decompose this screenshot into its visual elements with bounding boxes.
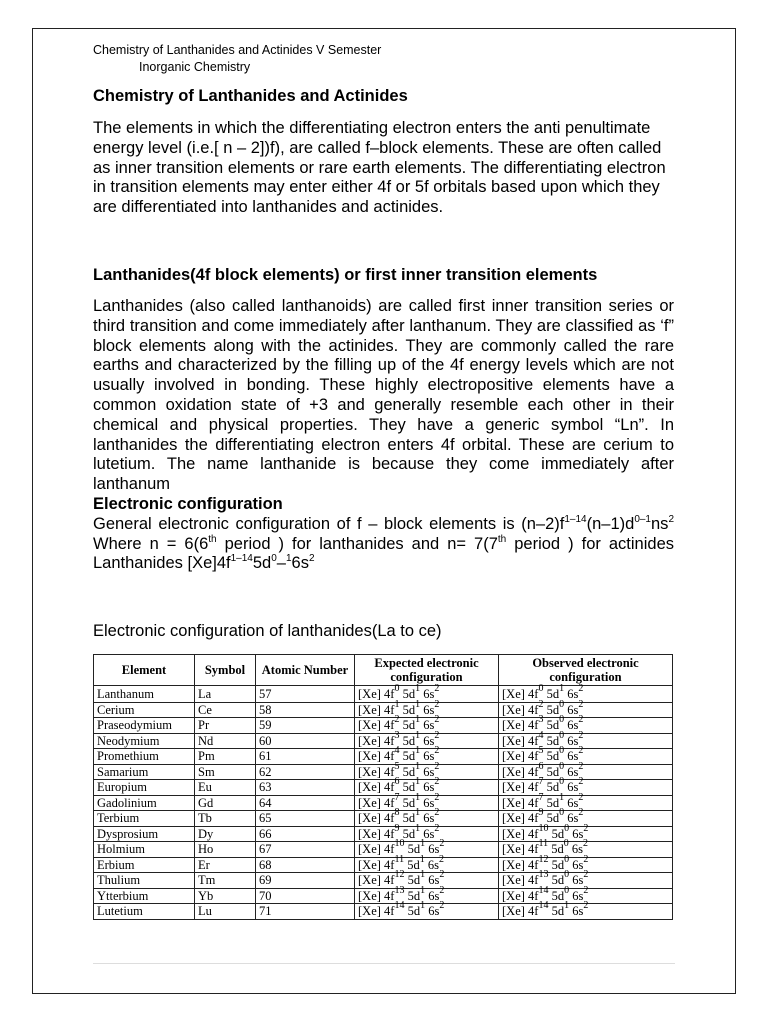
d-exponent: 1 [419, 853, 425, 865]
cell-observed-configuration: [Xe] $4f^3$ $5d^0$ $6s^2$ [499, 718, 673, 734]
cell-symbol: Lu [195, 904, 256, 920]
cell-observed-configuration: [Xe] $4f^{14}$ $5d^0$ $6s^2$ [499, 888, 673, 904]
cell-atomic-number: 68 [256, 857, 355, 873]
f-exponent: 7 [394, 791, 400, 803]
cell-observed-configuration: [Xe] $4f^2$ $5d^0$ $6s^2$ [499, 702, 673, 718]
cell-observed-configuration: [Xe] $4f^{10}$ $5d^0$ $6s^2$ [499, 826, 673, 842]
cell-element: Ytterbium [94, 888, 195, 904]
cell-atomic-number: 67 [256, 842, 355, 858]
cell-expected-configuration: [Xe] $4f^{13}$ $5d^1$ $6s^2$ [355, 888, 499, 904]
f-exponent: 5 [394, 760, 400, 772]
d-exponent: 1 [415, 776, 421, 788]
cell-atomic-number: 62 [256, 764, 355, 780]
s-exponent: 2 [434, 807, 440, 819]
f-exponent: 3 [394, 729, 400, 741]
s-exponent: 2 [439, 869, 445, 881]
cell-expected-configuration: [Xe] $4f^1$ $5d^1$ $6s^2$ [355, 702, 499, 718]
table-row [94, 686, 673, 703]
d-exponent: 1 [564, 900, 570, 912]
table-header-row [94, 655, 673, 686]
cell-symbol: Yb [195, 888, 256, 904]
cell-expected-configuration: [Xe] $4f^3$ $5d^1$ $6s^2$ [355, 733, 499, 749]
header-symbol: Symbol [195, 655, 256, 686]
s-exponent: 2 [434, 776, 440, 788]
cell-symbol: Pm [195, 749, 256, 765]
f-exponent: 12 [394, 869, 405, 881]
cell-element: Promethium [94, 749, 195, 765]
cell-symbol: Dy [195, 826, 256, 842]
period-text: Where n = 6(6th period ) for lanthanides and n= 7(7th period ) for actinides [93, 533, 675, 553]
lanthanides-paragraph: Lanthanides (also called lanthanoids) are called first inner transition series or third transition and come immediately after lanthanum. They are classified as ‘f” block elements along with the actinides. They are commonly called the rare earths and characterized by the filling up of the 4f energy levels which are not usually involved in bonding. These highly electropositive elements have a common oxidation state of +3 and generally resemble each other in their chemical and physical properties. They have a generic symbol “Ln”. In lanthanides the differentiating electron enters 4f orbital. These are cerium to lutetium. The name lanthanide is because they come immediately after lanthanum [93, 297, 674, 494]
cell-symbol: Ho [195, 842, 256, 858]
cell-symbol: Tb [195, 811, 256, 827]
f-exponent: 5 [538, 745, 544, 757]
cell-atomic-number: 69 [256, 873, 355, 889]
intro-paragraph: The elements in which the differentiating electron enters the anti penultimate energy level (i.e.[ n – 2])f), are called f–block elements. These are often called as inner transition elements or rare earth elements. The differentiating electron in transition elements may enter either 4f or 5f orbitals based upon which they are differentiated into lanthanides and actinides. [93, 119, 666, 217]
f-exponent: 11 [538, 838, 549, 850]
cell-atomic-number: 65 [256, 811, 355, 827]
cell-symbol: Pr [195, 718, 256, 734]
table-row [94, 733, 673, 749]
s-exponent: 2 [583, 900, 589, 912]
d-exponent: 1 [415, 822, 421, 834]
f-exponent: 4 [538, 729, 544, 741]
cell-atomic-number: 66 [256, 826, 355, 842]
lanthanides-section [93, 297, 674, 574]
general-configuration-text: General electronic configuration of f – block elements is $(n-2)f^{1-14}(n-1)d^{0-1}ns^2$ [93, 513, 674, 533]
d-exponent: 1 [420, 884, 426, 896]
s-exponent: 2 [583, 869, 589, 881]
d-exponent: 1 [420, 838, 426, 850]
s-exponent: 2 [583, 884, 589, 896]
f-exponent: 13 [538, 869, 549, 881]
cell-observed-configuration: [Xe] $4f^5$ $5d^0$ $6s^2$ [499, 749, 673, 765]
cell-atomic-number: 64 [256, 795, 355, 811]
s-exponent: 2 [434, 714, 440, 726]
cell-element: Holmium [94, 842, 195, 858]
d-exponent: 1 [415, 791, 421, 803]
cell-symbol: Eu [195, 780, 256, 796]
header-course-line: Chemistry of Lanthanides and Actinides V Semester [93, 43, 382, 57]
f-exponent: 7 [538, 776, 544, 788]
d-exponent: 1 [420, 869, 426, 881]
f-exponent: 9 [538, 807, 544, 819]
d-exponent: 0 [563, 838, 569, 850]
cell-element: Gadolinium [94, 795, 195, 811]
f-exponent: 7 [538, 791, 544, 803]
d-exponent: 0 [564, 853, 570, 865]
d-exponent: 1 [415, 698, 421, 710]
cell-observed-configuration: [Xe] $4f^{11}$ $5d^0$ $6s^2$ [499, 842, 673, 858]
cell-expected-configuration: [Xe] $4f^2$ $5d^1$ $6s^2$ [355, 718, 499, 734]
d-exponent: 1 [415, 760, 421, 772]
f-exponent: 12 [538, 853, 549, 865]
s-exponent: 2 [578, 683, 584, 695]
cell-element: Cerium [94, 702, 195, 718]
cell-expected-configuration: [Xe] $4f^0$ $5d^1$ $6s^2$ [355, 686, 499, 703]
d-exponent: 0 [559, 745, 565, 757]
cell-element: Erbium [94, 857, 195, 873]
f-exponent: 6 [538, 760, 544, 772]
f-exponent: 4 [394, 745, 400, 757]
f-exponent: 11 [394, 853, 405, 865]
s-exponent: 2 [583, 853, 589, 865]
f-exponent: 0 [538, 683, 544, 695]
cell-element: Samarium [94, 764, 195, 780]
table-row [94, 764, 673, 780]
cell-atomic-number: 59 [256, 718, 355, 734]
table-row [94, 718, 673, 734]
s-exponent: 2 [582, 838, 588, 850]
s-exponent: 2 [434, 760, 440, 772]
s-exponent: 2 [434, 729, 440, 741]
cell-atomic-number: 60 [256, 733, 355, 749]
cell-observed-configuration: [Xe] $4f^{12}$ $5d^0$ $6s^2$ [499, 857, 673, 873]
cell-element: Lanthanum [94, 686, 195, 703]
cell-expected-configuration: [Xe] $4f^9$ $5d^1$ $6s^2$ [355, 826, 499, 842]
f-exponent: 9 [394, 822, 400, 834]
header-observed-configuration: Observed electronic configuration [499, 655, 673, 686]
cell-symbol: La [195, 686, 256, 703]
header-subject-line: Inorganic Chemistry [139, 60, 251, 74]
cell-expected-configuration: [Xe] $4f^{10}$ $5d^1$ $6s^2$ [355, 842, 499, 858]
d-exponent: 1 [415, 729, 421, 741]
d-exponent: 0 [559, 760, 565, 772]
cell-element: Neodymium [94, 733, 195, 749]
cell-element: Dysprosium [94, 826, 195, 842]
page-header [93, 42, 381, 76]
electronic-configuration-heading: Electronic configuration [93, 494, 283, 513]
d-exponent: 0 [564, 822, 570, 834]
f-exponent: 14 [538, 900, 549, 912]
cell-element: Terbium [94, 811, 195, 827]
s-exponent: 2 [439, 838, 445, 850]
table-row [94, 795, 673, 811]
f-exponent: 1 [394, 698, 400, 710]
d-exponent: 0 [564, 869, 570, 881]
d-exponent: 0 [559, 714, 565, 726]
document-title: Chemistry of Lanthanides and Actinides [93, 87, 408, 105]
table-row [94, 702, 673, 718]
table-row [94, 904, 673, 920]
f-exponent: 8 [394, 807, 400, 819]
f-exponent: 2 [394, 714, 400, 726]
f-exponent: 0 [394, 683, 400, 695]
header-expected-configuration: Expected electronic configuration [355, 655, 499, 686]
s-exponent: 2 [578, 729, 584, 741]
cell-atomic-number: 57 [256, 686, 355, 703]
cell-expected-configuration: [Xe] $4f^4$ $5d^1$ $6s^2$ [355, 749, 499, 765]
cell-expected-configuration: [Xe] $4f^8$ $5d^1$ $6s^2$ [355, 811, 499, 827]
s-exponent: 2 [434, 822, 440, 834]
cell-symbol: Er [195, 857, 256, 873]
d-exponent: 0 [559, 807, 565, 819]
s-exponent: 2 [578, 760, 584, 772]
cell-observed-configuration: [Xe] $4f^4$ $5d^0$ $6s^2$ [499, 733, 673, 749]
d-exponent: 0 [559, 776, 565, 788]
table-caption: Electronic configuration of lanthanides(La to ce) [93, 622, 442, 640]
f-exponent: 6 [394, 776, 400, 788]
cell-observed-configuration: [Xe] $4f^9$ $5d^0$ $6s^2$ [499, 811, 673, 827]
cell-observed-configuration: [Xe] $4f^7$ $5d^1$ $6s^2$ [499, 795, 673, 811]
configuration-table [93, 654, 673, 920]
s-exponent: 2 [434, 683, 440, 695]
cell-atomic-number: 71 [256, 904, 355, 920]
s-exponent: 2 [439, 900, 445, 912]
table-row [94, 780, 673, 796]
footer-divider [93, 963, 675, 964]
s-exponent: 2 [578, 745, 584, 757]
table-body [94, 683, 673, 920]
cell-element: Europium [94, 780, 195, 796]
cell-element: Thulium [94, 873, 195, 889]
d-exponent: 0 [559, 698, 565, 710]
cell-symbol: Ce [195, 702, 256, 718]
lanthanides-heading: Lanthanides(4f block elements) or first inner transition elements [93, 266, 598, 284]
cell-element: Lutetium [94, 904, 195, 920]
s-exponent: 2 [578, 698, 584, 710]
cell-atomic-number: 70 [256, 888, 355, 904]
d-exponent: 1 [415, 683, 421, 695]
cell-symbol: Sm [195, 764, 256, 780]
s-exponent: 2 [578, 776, 584, 788]
d-exponent: 1 [559, 791, 565, 803]
f-exponent: 2 [538, 698, 544, 710]
lanthanides-configuration-text: Lanthanides $[Xe]4f^{1-14}5d^0-^16s^2$ [93, 553, 315, 573]
s-exponent: 2 [578, 791, 584, 803]
cell-observed-configuration: [Xe] $4f^6$ $5d^0$ $6s^2$ [499, 764, 673, 780]
f-exponent: 10 [394, 838, 405, 850]
cell-expected-configuration: [Xe] $4f^6$ $5d^1$ $6s^2$ [355, 780, 499, 796]
cell-observed-configuration: [Xe] $4f^7$ $5d^0$ $6s^2$ [499, 780, 673, 796]
f-exponent: 13 [394, 884, 405, 896]
cell-symbol: Gd [195, 795, 256, 811]
cell-observed-configuration: [Xe] $4f^0$ $5d^1$ $6s^2$ [499, 686, 673, 703]
s-exponent: 2 [434, 791, 440, 803]
cell-expected-configuration: [Xe] $4f^{11}$ $5d^1$ $6s^2$ [355, 857, 499, 873]
d-exponent: 0 [559, 729, 565, 741]
d-exponent: 1 [415, 745, 421, 757]
f-exponent: 10 [538, 822, 549, 834]
d-exponent: 1 [415, 807, 421, 819]
f-exponent: 14 [538, 884, 549, 896]
header-element: Element [94, 655, 195, 686]
s-exponent: 2 [434, 745, 440, 757]
header-atomic-number: Atomic Number [256, 655, 355, 686]
s-exponent: 2 [583, 822, 589, 834]
cell-atomic-number: 61 [256, 749, 355, 765]
f-exponent: 3 [538, 714, 544, 726]
s-exponent: 2 [578, 807, 584, 819]
cell-observed-configuration: [Xe] $4f^{14}$ $5d^1$ $6s^2$ [499, 904, 673, 920]
cell-atomic-number: 63 [256, 780, 355, 796]
table-row [94, 749, 673, 765]
d-exponent: 1 [415, 714, 421, 726]
s-exponent: 2 [434, 698, 440, 710]
d-exponent: 0 [564, 884, 570, 896]
f-exponent: 14 [394, 900, 405, 912]
d-exponent: 1 [559, 683, 565, 695]
cell-expected-configuration: [Xe] $4f^5$ $5d^1$ $6s^2$ [355, 764, 499, 780]
cell-expected-configuration: [Xe] $4f^{14}$ $5d^1$ $6s^2$ [355, 904, 499, 920]
cell-symbol: Nd [195, 733, 256, 749]
cell-expected-configuration: [Xe] $4f^7$ $5d^1$ $6s^2$ [355, 795, 499, 811]
s-exponent: 2 [578, 714, 584, 726]
s-exponent: 2 [438, 853, 444, 865]
cell-observed-configuration: [Xe] $4f^{13}$ $5d^0$ $6s^2$ [499, 873, 673, 889]
cell-element: Praseodymium [94, 718, 195, 734]
d-exponent: 1 [420, 900, 426, 912]
cell-symbol: Tm [195, 873, 256, 889]
cell-expected-configuration: [Xe] $4f^{12}$ $5d^1$ $6s^2$ [355, 873, 499, 889]
cell-atomic-number: 58 [256, 702, 355, 718]
s-exponent: 2 [439, 884, 445, 896]
